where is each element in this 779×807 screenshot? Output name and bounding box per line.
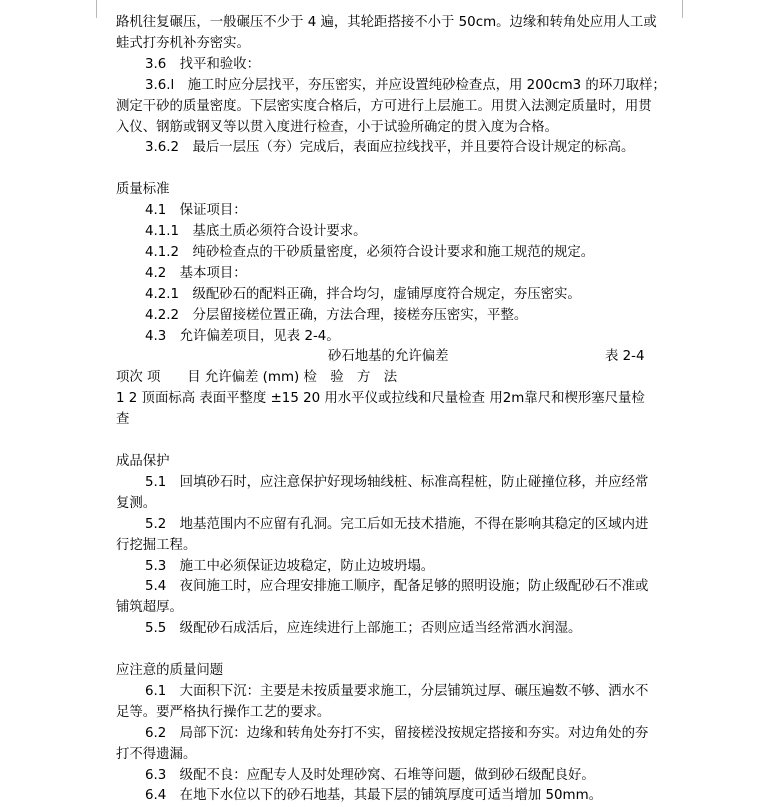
paragraph-line: 复测。 [116,495,157,511]
blank-line [116,431,676,452]
paragraph-line: 足等。要严格执行操作工艺的要求。 [116,704,331,720]
heading-quality-standard: 质量标准 [116,182,170,198]
heading-quality-issues: 应注意的质量问题 [116,663,224,679]
section-6-3: 6.3 级配不良：应配专人及时处理砂窝、石堆等问题，做到砂石级配良好。 [145,767,595,783]
paragraph-line: 铺筑超厚。 [116,600,183,616]
section-3-6-1: 3.6.l 施工时应分层找平，夯压密实，并应设置纯砂检查点，用 200cm3 的环刀取样； [145,77,666,93]
paragraph-line: 蛙式打夯机补夯密实。 [116,35,250,51]
section-6-4: 6.4 在地下水位以下的砂石地基，其最下层的铺筑厚度可适当增加 50mm。 [145,788,603,804]
section-4-1-1: 4.1.1 基底土质必须符合设计要求。 [145,224,367,240]
paragraph-line: 打不得遗漏。 [116,746,197,762]
table-header: 项次 项 目 允许偏差 (mm) 检 验 方 法 [116,370,398,386]
section-6-2: 6.2 局部下沉：边缘和转角处夯打不实，留接槎没按规定搭接和夯实。对边角处的夯 [145,725,649,741]
section-5-4: 5.4 夜间施工时，应合理安排施工顺序，配备足够的照明设施；防止级配砂石不准或 [145,579,649,595]
section-4-1: 4.1 保证项目： [145,203,247,219]
crop-mark-right [682,0,683,18]
table-row: 1 2 顶面标高 表面平整度 ±15 20 用水平仪或拉线和尺量检查 用2m靠尺和楔形塞尺量检 [116,391,645,407]
section-4-2: 4.2 基本项目： [145,265,247,281]
paragraph-line: 测定干砂的质量密度。下层密实度合格后，方可进行上层施工。用贯入法测定质量时，用贯 [116,98,652,114]
table-title: 砂石地基的允许偏差 [328,349,449,365]
paragraph-line: 行挖掘工程。 [116,537,197,553]
table-row-continued: 查 [116,412,130,428]
section-5-2: 5.2 地基范围内不应留有孔洞。完工后如无技术措施，不得在影响其稳定的区域内进 [145,516,649,532]
section-3-6: 3.6 找平和验收： [145,56,261,72]
heading-product-protection: 成品保护 [116,453,170,469]
section-5-5: 5.5 级配砂石成活后，应连续进行上部施工；否则应适当经常洒水润湿。 [145,621,582,637]
table-number: 表 2-4 [605,349,645,365]
blank-line [116,640,676,661]
paragraph-line: 路机往复碾压，一般碾压不少于 4 遍，其轮距搭接不小于 50cm。边缘和转角处应用人工或 [116,15,657,30]
section-4-1-2: 4.1.2 纯砂检查点的干砂质量密度，必须符合设计要求和施工规范的规定。 [145,244,595,260]
section-4-3: 4.3 允许偏差项目，见表 2-4。 [145,328,340,344]
section-6-1: 6.1 大面积下沉：主要是未按质量要求施工，分层铺筑过厚、碾压遍数不够、洒水不 [145,683,649,699]
section-5-3: 5.3 施工中必须保证边坡稳定，防止边坡坍塌。 [145,558,435,574]
section-4-2-1: 4.2.1 级配砂石的配料正确，拌合均匀，虚铺厚度符合规定，夯压密实。 [145,286,581,302]
paragraph-line: 入仪、钢筋或钢叉等以贯入度进行检查，小于试验所确定的贯入度为合格。 [116,119,558,135]
document-body [116,13,676,807]
section-3-6-2: 3.6.2 最后一层压（夯）完成后，表面应拉线找平，并且要符合设计规定的标高。 [145,140,635,156]
blank-line [116,159,676,180]
table-caption [116,347,676,368]
section-4-2-2: 4.2.2 分层留接槎位置正确，方法合理，接槎夯压密实，平整。 [145,307,528,323]
section-5-1: 5.1 回填砂石时，应注意保护好现场轴线桩、标准高程桩，防止碰撞位移，并应经常 [145,474,649,490]
crop-mark-left [96,0,97,18]
